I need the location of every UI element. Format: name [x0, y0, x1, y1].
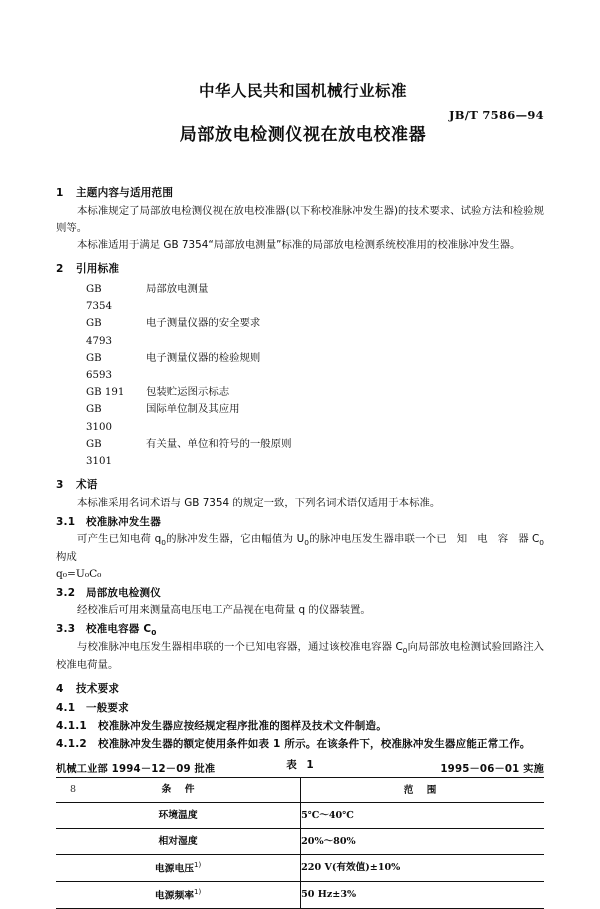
section-heading-4 [56, 681, 544, 698]
list-item [56, 281, 544, 315]
masthead [56, 0, 544, 145]
reference-code: GB 3100 [86, 404, 112, 433]
list-item [56, 315, 544, 349]
range-cell: 5℃～40℃ [301, 803, 544, 829]
reference-title: 电子测量仪器的检验规则 [146, 351, 261, 364]
section-number-3-1: 3.1 [56, 516, 76, 529]
section-3-2-body: 经校准后可用来测量高电压电工产品视在电荷量 q 的仪器装置。 [77, 604, 371, 617]
condition-cell [56, 882, 301, 909]
implementation-statement: 1995－06－01 实施 [440, 764, 544, 775]
clause-number: 4.1.1 [56, 720, 87, 733]
text-fragment: 向局部放电检测试验回路注入校准电荷量。 [56, 641, 545, 672]
text-fragment: 的脉冲电压发生器串联一个 [309, 533, 437, 546]
section-number-2: 2 [56, 263, 64, 275]
section-heading-4-1 [56, 700, 544, 717]
reference-code: GB 7354 [86, 284, 112, 313]
clause-4-1-2 [56, 736, 544, 753]
section-number-1: 1 [56, 186, 64, 199]
clause-text: 校准脉冲发生器的额定使用条件如表 1 所示。在该条件下，校准脉冲发生器应能正常工作。 [98, 738, 531, 751]
section-heading-2 [56, 261, 544, 278]
section-heading-3-1 [56, 514, 544, 531]
issuing-organization: 中华人民共和国机械行业标准 [198, 82, 407, 100]
table-row [56, 855, 544, 882]
reference-title: 局部放电测量 [146, 283, 209, 296]
reference-title: 电子测量仪器的安全要求 [146, 317, 261, 330]
section-number-4: 4 [56, 683, 64, 696]
condition-cell: 相对湿度 [56, 829, 301, 855]
reference-code: GB 4793 [86, 318, 112, 347]
section-title-3: 术语 [76, 479, 98, 492]
page-number: 8 [70, 784, 77, 795]
section-number-3-3: 3.3 [56, 623, 76, 636]
footnote-marker: 1) [194, 887, 202, 896]
subscript-zero: 0 [539, 538, 544, 548]
section-3-3-body [56, 639, 544, 674]
list-item [56, 401, 544, 435]
subscript-zero: 0 [402, 646, 408, 656]
table-row [56, 829, 544, 855]
section-title-2: 引用标准 [76, 263, 120, 275]
section-heading-3 [56, 477, 544, 494]
footer-dates [56, 760, 544, 775]
reference-code: GB 191 [86, 387, 125, 398]
subscript-zero: 0 [161, 538, 166, 548]
spread-text: 已 知 电 容 器 [436, 533, 533, 546]
section-title-4: 技术要求 [76, 683, 120, 696]
section-number-4-1: 4.1 [56, 702, 76, 715]
footnote-marker: 1) [194, 860, 202, 869]
subscript-zero: 0 [151, 628, 157, 638]
text-fragment: 可产生已知电荷 q [77, 533, 162, 546]
page-footer [56, 760, 544, 795]
text-fragment: 构成 [56, 551, 77, 564]
section-3-paragraph-1: 本标准采用名词术语与 GB 7354 的规定一致，下列名词术语仅适用于本标准。 [77, 497, 441, 510]
condition-label: 电源电压 [154, 862, 195, 874]
list-item [56, 436, 544, 470]
section-1-paragraph-2: 本标准适用于满足 GB 7354“局部放电测量”标准的局部放电检测系统校准用的校准脉冲发生器。 [77, 239, 521, 252]
range-cell: 20%～80% [301, 829, 544, 855]
column-header-range: 范 围 [301, 778, 544, 803]
clause-text: 校准脉冲发生器应按经规定程序批准的图样及技术文件制造。 [98, 720, 387, 733]
document-title: 局部放电检测仪视在放电校准器 [179, 124, 427, 145]
rated-conditions-table [56, 777, 544, 909]
range-cell: 50 Hz±3% [301, 882, 544, 909]
range-cell: 220 V(有效值)±10% [301, 855, 544, 882]
subscript-zero: 0 [304, 538, 309, 548]
condition-cell: 环境温度 [56, 803, 301, 829]
table-caption: 表 1 [286, 759, 317, 772]
reference-code: GB 6593 [86, 352, 112, 381]
condition-cell [56, 855, 301, 882]
text-fragment: 与校准脉冲电压发生器相串联的一个已知电容器，通过该校准电容器 C [77, 641, 403, 654]
section-number-3-2: 3.2 [56, 587, 76, 600]
section-heading-3-2 [56, 585, 544, 602]
clause-number: 4.1.2 [56, 738, 87, 751]
approval-statement: 机械工业部 1994－12－09 批准 [56, 764, 216, 775]
reference-code: GB 3101 [86, 438, 112, 467]
reference-title: 国际单位制及其应用 [146, 403, 240, 416]
standard-number: JB/T 7586—94 [448, 108, 544, 122]
column-header-condition: 条 件 [56, 778, 301, 803]
text-fragment: 的脉冲发生器，它由幅值为 U [165, 533, 305, 546]
section-number-3: 3 [56, 479, 64, 492]
section-1-paragraph-1: 本标准规定了局部放电检测仪视在放电校准器(以下称校准脉冲发生器)的技术要求、试验方法和检验规则等。 [56, 205, 544, 235]
list-item [56, 350, 544, 384]
condition-label: 电源频率 [154, 889, 195, 901]
section-title-3-2: 局部放电检测仪 [86, 587, 161, 600]
reference-title: 包装贮运图示标志 [146, 386, 230, 398]
section-heading-3-3 [56, 621, 544, 639]
section-title-3-1: 校准脉冲发生器 [86, 516, 161, 529]
clause-4-1-1 [56, 718, 544, 735]
section-title-3-3: 校准电容器 C [86, 623, 152, 636]
reference-title: 有关量、单位和符号的一般原则 [146, 437, 292, 450]
charge-formula: q₀=U₀C₀ [56, 568, 102, 581]
table-row [56, 803, 544, 829]
section-title-4-1: 一般要求 [86, 702, 129, 715]
referenced-standards-list [56, 281, 544, 470]
document-body [56, 185, 544, 909]
list-item [56, 384, 544, 401]
section-title-1: 主题内容与适用范围 [76, 186, 174, 199]
section-3-1-body [56, 531, 544, 566]
table-row [56, 882, 544, 909]
text-fragment: C [532, 533, 540, 546]
section-heading-1 [56, 185, 544, 202]
